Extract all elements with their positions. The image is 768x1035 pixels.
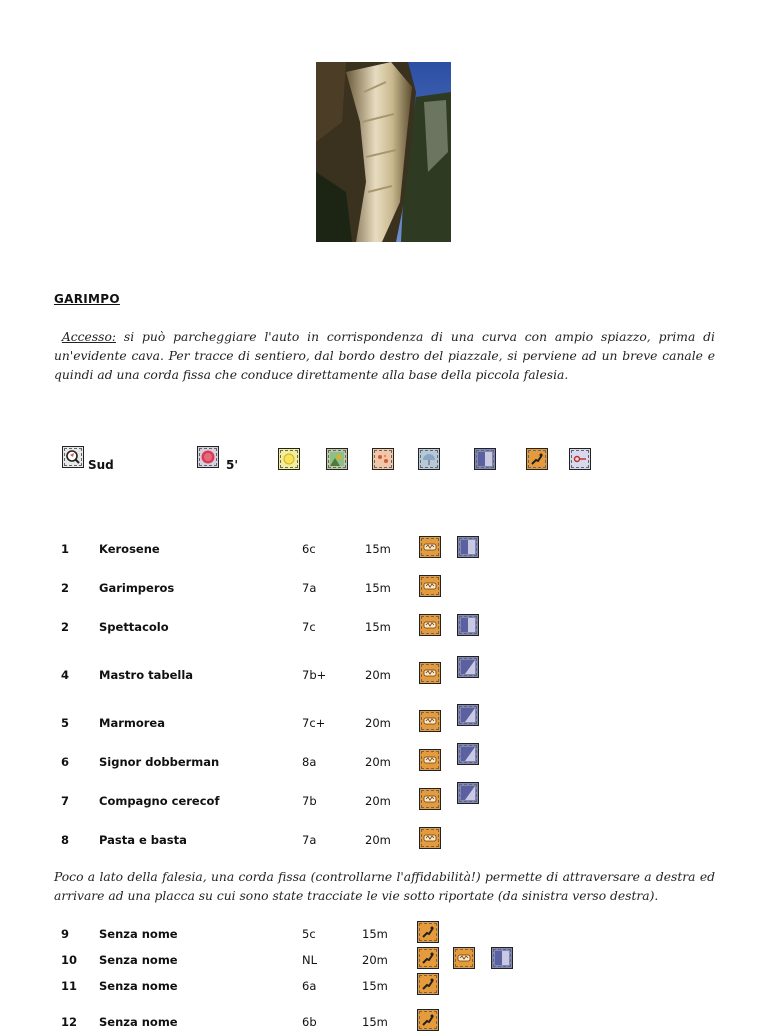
route-number: 8 [61,833,70,847]
route-length: 15m [362,979,388,993]
route-row [0,927,768,947]
route-number: 1 [61,542,70,556]
route-name: Signor dobberman [99,755,220,769]
route-length: 15m [365,620,391,634]
route-number: 10 [61,953,78,967]
route-row [0,716,768,736]
route-name: Compagno cerecof [99,794,220,808]
rain-shelter-icon [418,448,440,470]
route-length: 20m [365,833,391,847]
route-grade: 7b [302,794,317,808]
rock-type-icon [419,536,441,558]
wall-profile-icon [457,536,479,558]
climber-icon [417,973,439,995]
crag-photo-image [316,62,451,242]
route-length: 20m [362,953,388,967]
route-row [0,979,768,999]
route-grade: 7a [302,833,317,847]
slab-profile-icon [457,704,479,726]
route-row [0,833,768,853]
route-number: 2 [61,620,70,634]
crag-photo [316,62,451,242]
route-number: 6 [61,755,70,769]
key-icon [569,448,591,470]
wall-profile-icon [457,614,479,636]
rock-type-icon [419,614,441,636]
sun-icon [278,448,300,470]
route-name: Kerosene [99,542,160,556]
wall-profile-icon [474,448,496,470]
climber-icon [526,448,548,470]
route-row [0,668,768,688]
wall-profile-icon [491,947,513,969]
route-length: 15m [362,927,388,941]
route-grade: 7a [302,581,317,595]
route-length: 15m [365,542,391,556]
route-row [0,581,768,601]
route-grade: 7c [302,620,316,634]
climber-icon [417,947,439,969]
route-grade: 7c+ [302,716,326,730]
access-text: si può parcheggiare l'auto in corrispondenza di una curva con ampio spiazzo, prima di un'evidente cava. Per tracce di sentiero, dal bordo destro del piazzale, si perviene ad un breve canale e quindi ad una corda fissa che conduce direttamente alla base della piccola falesia. [54,330,715,382]
rock-type-icon [419,710,441,732]
route-row [0,620,768,640]
route-length: 20m [365,794,391,808]
route-length: 20m [365,755,391,769]
route-number: 7 [61,794,70,808]
route-name: Garimperos [99,581,175,595]
rock-type-icon [419,662,441,684]
route-name: Marmorea [99,716,165,730]
rock-type-icon [419,749,441,771]
route-grade: 6b [302,1015,317,1029]
sector-title: GARIMPO [54,292,120,306]
route-row [0,1015,768,1035]
route-number: 4 [61,668,70,682]
route-name: Senza nome [99,927,178,941]
route-length: 20m [365,668,391,682]
route-length: 15m [362,1015,388,1029]
route-length: 20m [365,716,391,730]
rock-type-icon [419,788,441,810]
rock-type-icon [419,575,441,597]
route-name: Pasta e basta [99,833,187,847]
rock-type-icon [419,827,441,849]
climber-icon [417,921,439,943]
route-name: Senza nome [99,953,178,967]
family-icon [372,448,394,470]
route-number: 11 [61,979,78,993]
route-grade: 8a [302,755,317,769]
route-row [0,953,768,973]
route-row [0,542,768,562]
slab-profile-icon [457,782,479,804]
slab-profile-icon [457,743,479,765]
route-name: Spettacolo [99,620,169,634]
route-number: 2 [61,581,70,595]
approach-time-label: 5' [226,458,239,472]
exposure-compass-icon [62,446,84,468]
slab-profile-icon [457,656,479,678]
access-label: Accesso: [61,330,117,344]
route-grade: 7b+ [302,668,327,682]
route-number: 5 [61,716,70,730]
route-name: Senza nome [99,979,178,993]
route-number: 12 [61,1015,78,1029]
route-grade: NL [302,953,318,967]
route-length: 15m [365,581,391,595]
route-grade: 6a [302,979,317,993]
approach-time-icon [197,446,219,468]
exposure-label: Sud [88,458,114,472]
route-grade: 5c [302,927,316,941]
route-name: Mastro tabella [99,668,194,682]
route-number: 9 [61,927,70,941]
climber-icon [417,1009,439,1031]
route-row [0,755,768,775]
route-row [0,794,768,814]
rock-type-icon [453,947,475,969]
access-paragraph [54,328,715,385]
note-paragraph: Poco a lato della falesia, una corda fissa (controllarne l'affidabilità!) permette di attraversare a destra ed arrivare ad una placca su cui sono state tracciate le vie sotto riportate (da sinistra verso destra). [54,870,715,903]
route-name: Senza nome [99,1015,178,1029]
route-grade: 6c [302,542,316,556]
landscape-icon [326,448,348,470]
